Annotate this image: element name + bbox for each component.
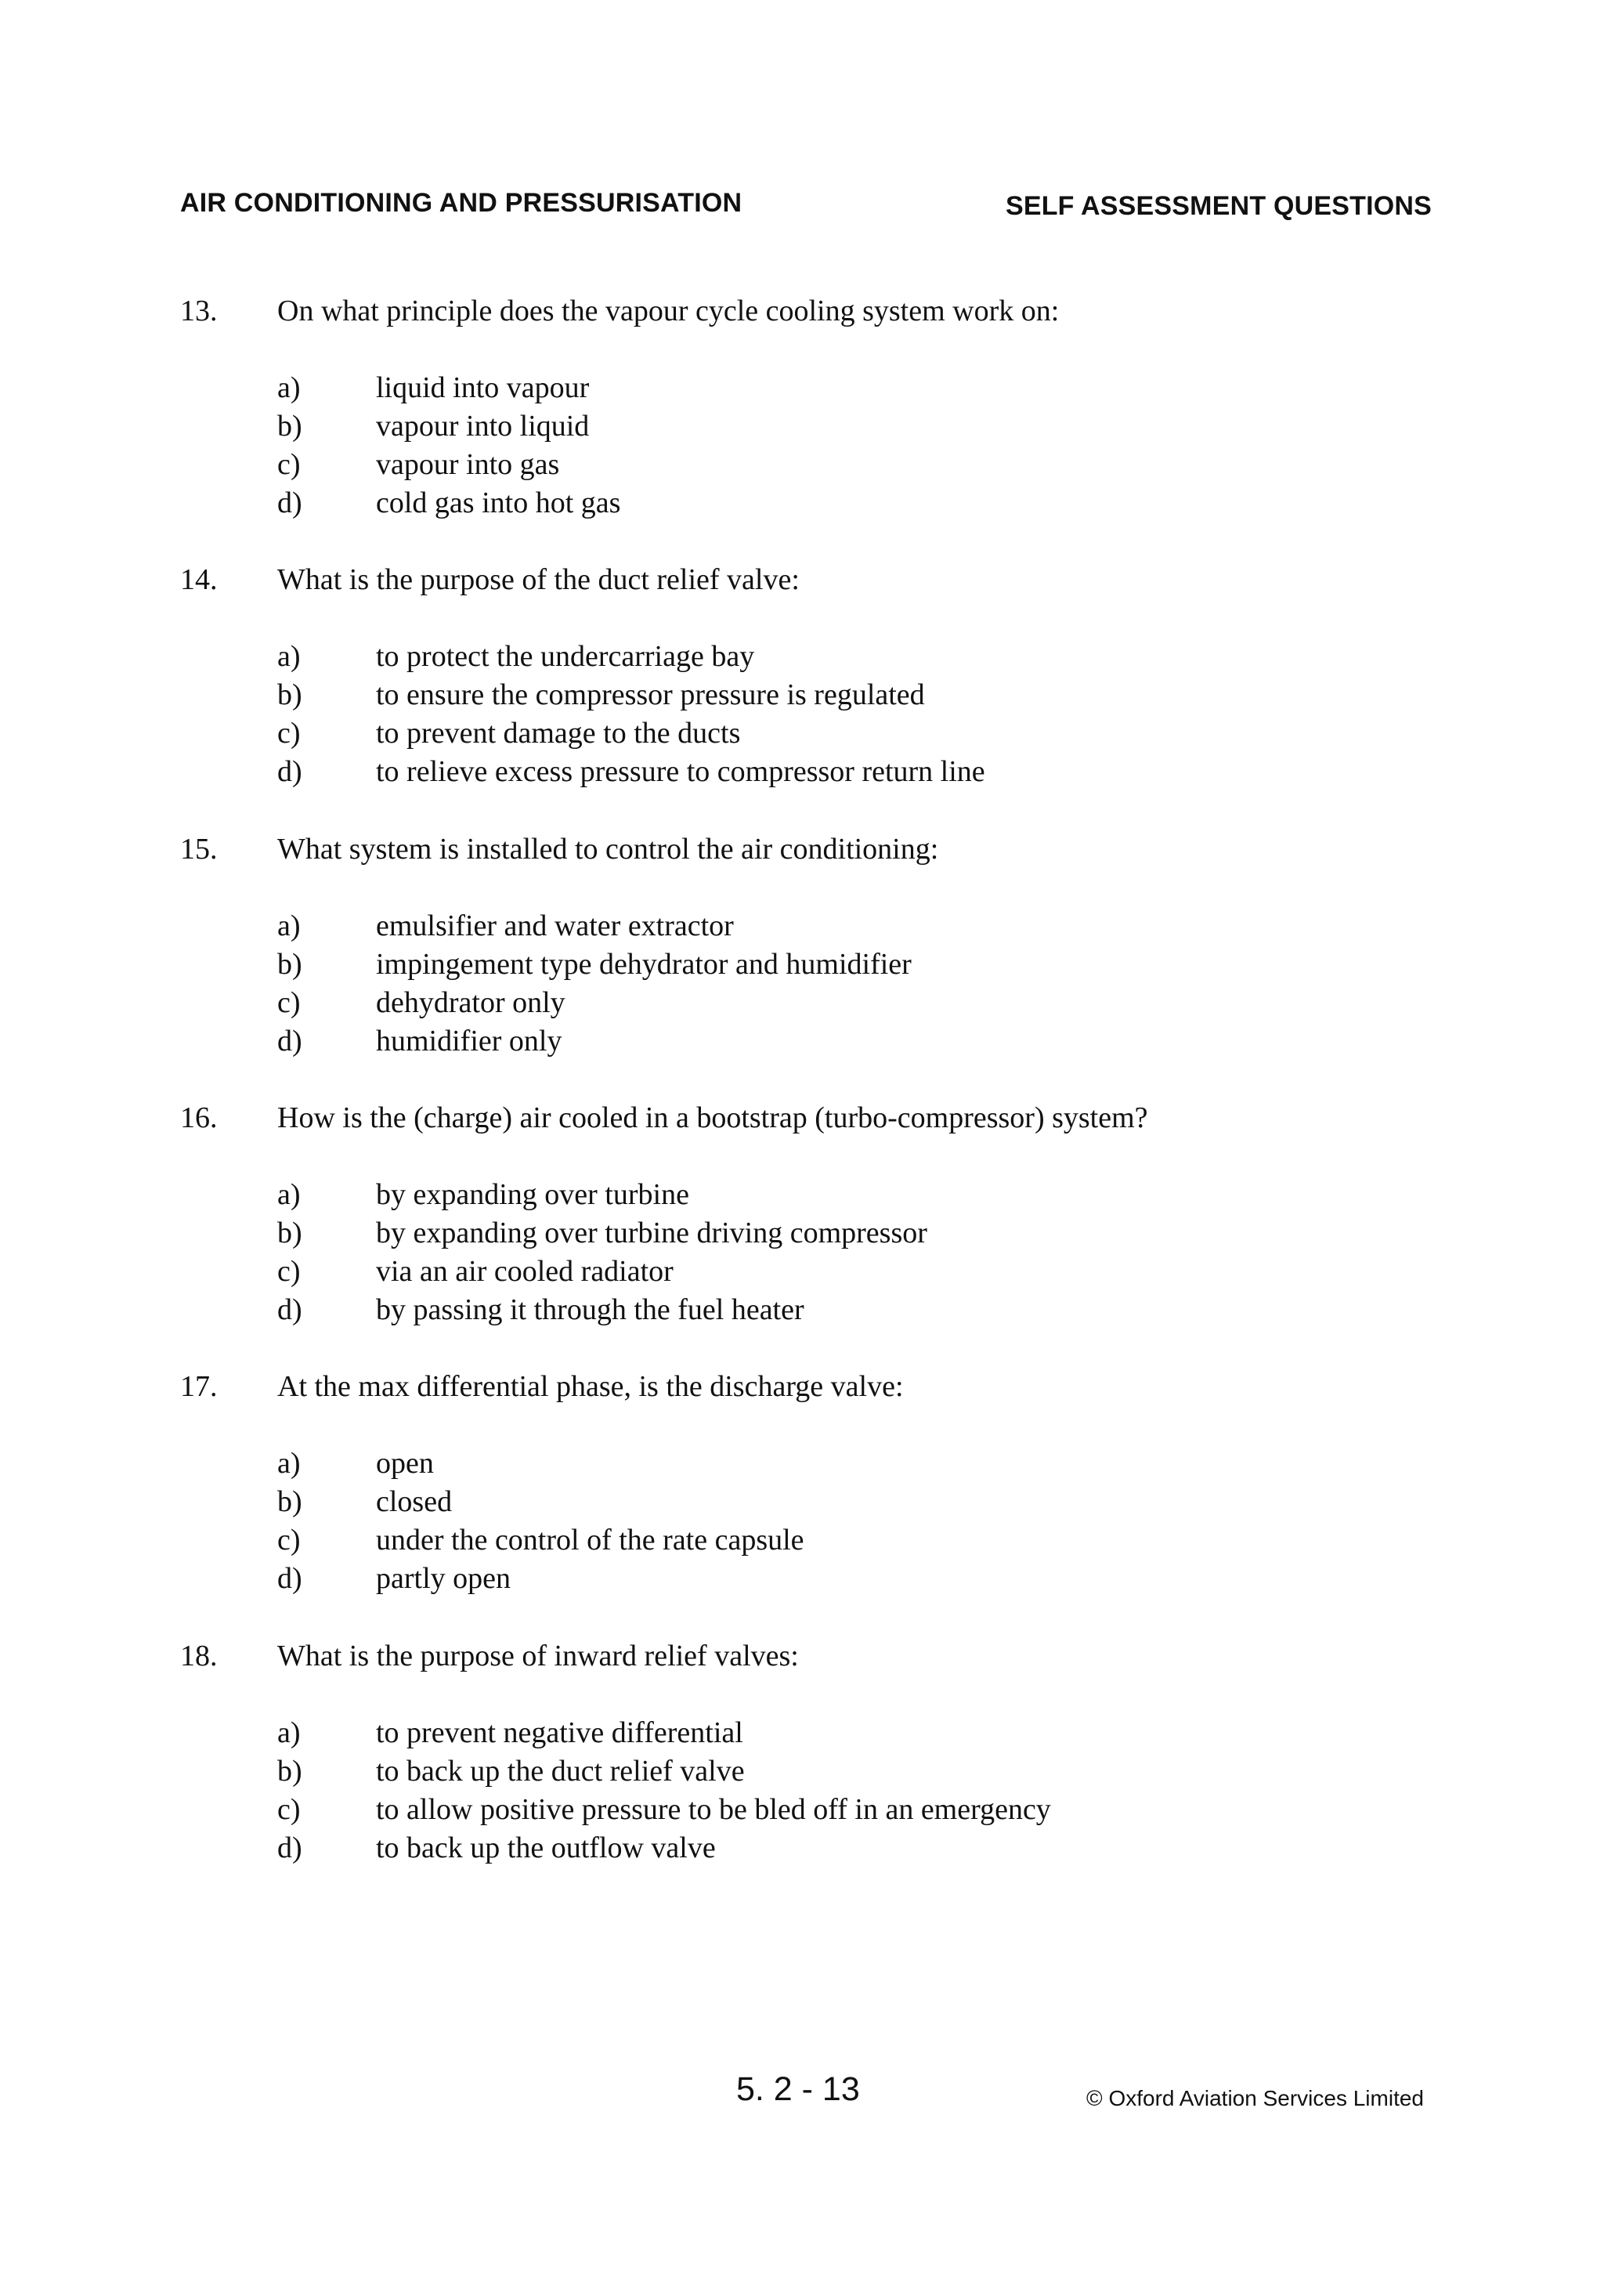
option-a — [0, 1444, 1604, 1483]
option-letter: a) — [277, 1716, 301, 1749]
option-letter: c) — [277, 986, 301, 1019]
option-letter: c) — [277, 717, 301, 750]
option-text: impingement type dehydrator and humidifier — [376, 948, 912, 981]
option-b — [0, 1214, 1604, 1253]
option-text: partly open — [376, 1562, 511, 1595]
option-letter: a) — [277, 909, 301, 942]
question-15 — [0, 830, 1604, 1061]
option-letter: a) — [277, 371, 301, 404]
option-text: to protect the undercarriage bay — [376, 640, 755, 673]
option-d — [0, 1560, 1604, 1598]
option-text: cold gas into hot gas — [376, 486, 621, 519]
option-letter: d) — [277, 486, 302, 519]
option-text: vapour into gas — [376, 448, 560, 481]
option-text: to allow positive pressure to be bled off in an emergency — [376, 1793, 1051, 1826]
option-a — [0, 369, 1604, 407]
option-b — [0, 946, 1604, 984]
option-b — [0, 1752, 1604, 1791]
option-letter: d) — [277, 1025, 302, 1058]
question-13 — [0, 292, 1604, 522]
option-text: open — [376, 1447, 434, 1480]
question-number: 14. — [180, 563, 218, 596]
option-text: vapour into liquid — [376, 410, 590, 443]
option-text: to relieve excess pressure to compressor return line — [376, 755, 985, 788]
question-text: What is the purpose of the duct relief valve: — [277, 563, 800, 596]
question-17 — [0, 1368, 1604, 1598]
question-number: 16. — [180, 1101, 218, 1134]
option-text: to back up the outflow valve — [376, 1831, 716, 1864]
option-text: dehydrator only — [376, 986, 565, 1019]
option-letter: d) — [277, 755, 302, 788]
option-text: liquid into vapour — [376, 371, 590, 404]
option-d — [0, 753, 1604, 791]
question-14 — [0, 561, 1604, 791]
option-text: humidifier only — [376, 1025, 562, 1058]
option-text: by passing it through the fuel heater — [376, 1293, 804, 1326]
option-a — [0, 638, 1604, 676]
section-title: AIR CONDITIONING AND PRESSURISATION — [180, 188, 742, 218]
option-b — [0, 407, 1604, 446]
question-text: What system is installed to control the air conditioning: — [277, 833, 939, 866]
option-letter: b) — [277, 1485, 302, 1518]
question-text: At the max differential phase, is the discharge valve: — [277, 1370, 904, 1403]
option-letter: b) — [277, 948, 302, 981]
question-number: 17. — [180, 1370, 218, 1403]
section-subtitle: SELF ASSESSMENT QUESTIONS — [1005, 191, 1432, 221]
option-text: under the control of the rate capsule — [376, 1524, 804, 1557]
option-b — [0, 1483, 1604, 1521]
option-c — [0, 1521, 1604, 1560]
option-letter: b) — [277, 678, 302, 711]
question-text: On what principle does the vapour cycle cooling system work on: — [277, 295, 1060, 327]
option-d — [0, 1829, 1604, 1868]
option-d — [0, 1022, 1604, 1061]
question-text: What is the purpose of inward relief valves: — [277, 1640, 799, 1672]
question-number: 18. — [180, 1640, 218, 1672]
option-text: to prevent damage to the ducts — [376, 717, 741, 750]
option-letter: b) — [277, 410, 302, 443]
option-letter: a) — [277, 640, 301, 673]
option-letter: c) — [277, 1524, 301, 1557]
option-letter: c) — [277, 448, 301, 481]
option-letter: a) — [277, 1447, 301, 1480]
option-letter: d) — [277, 1562, 302, 1595]
option-c — [0, 984, 1604, 1022]
option-text: emulsifier and water extractor — [376, 909, 734, 942]
option-text: to back up the duct relief valve — [376, 1755, 745, 1788]
option-a — [0, 907, 1604, 946]
page-number: 5. 2 - 13 — [736, 2070, 860, 2108]
option-a — [0, 1176, 1604, 1214]
option-c — [0, 1791, 1604, 1829]
question-18 — [0, 1637, 1604, 1868]
option-d — [0, 484, 1604, 522]
question-number: 15. — [180, 833, 218, 866]
option-letter: c) — [277, 1793, 301, 1826]
question-16 — [0, 1099, 1604, 1329]
option-text: to prevent negative differential — [376, 1716, 743, 1749]
option-c — [0, 446, 1604, 484]
question-number: 13. — [180, 295, 218, 327]
copyright-notice: © Oxford Aviation Services Limited — [1086, 2086, 1424, 2110]
option-c — [0, 1253, 1604, 1291]
option-letter: c) — [277, 1255, 301, 1288]
option-text: via an air cooled radiator — [376, 1255, 674, 1288]
option-a — [0, 1714, 1604, 1752]
option-text: by expanding over turbine — [376, 1178, 689, 1211]
option-d — [0, 1291, 1604, 1329]
option-letter: b) — [277, 1755, 302, 1788]
question-text: How is the (charge) air cooled in a bootstrap (turbo-compressor) system? — [277, 1101, 1148, 1134]
option-text: by expanding over turbine driving compressor — [376, 1217, 927, 1249]
option-letter: d) — [277, 1831, 302, 1864]
option-b — [0, 676, 1604, 714]
option-text: closed — [376, 1485, 453, 1518]
option-letter: a) — [277, 1178, 301, 1211]
option-text: to ensure the compressor pressure is regulated — [376, 678, 925, 711]
option-letter: d) — [277, 1293, 302, 1326]
option-c — [0, 714, 1604, 753]
option-letter: b) — [277, 1217, 302, 1249]
